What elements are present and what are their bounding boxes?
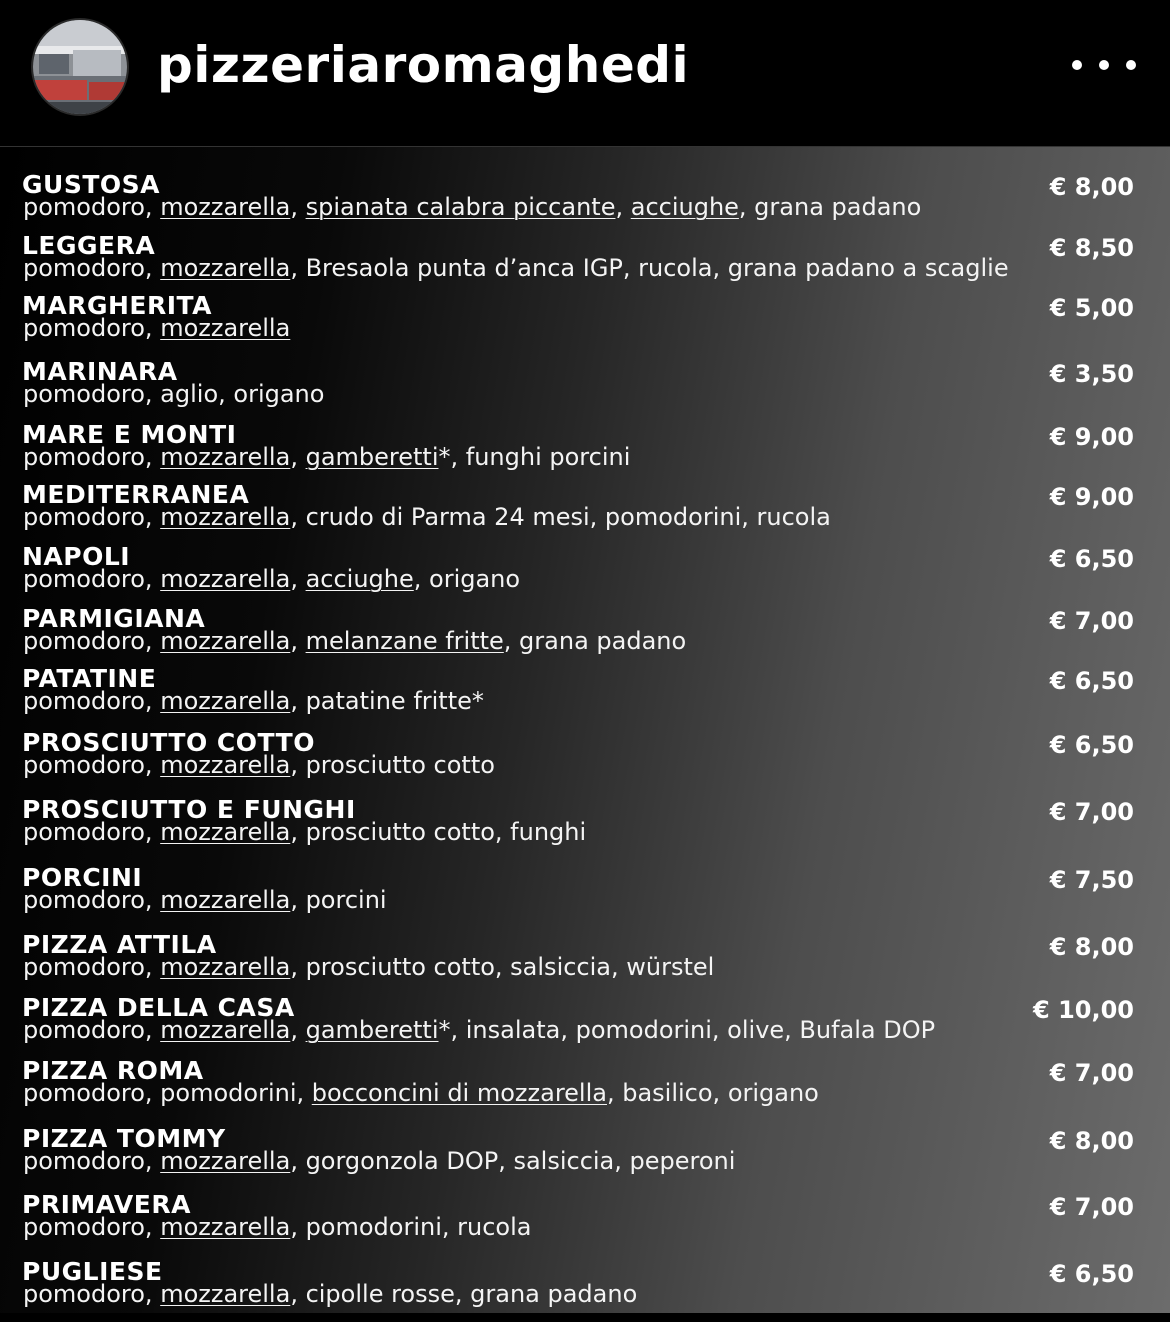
pizza-ingredients xyxy=(23,1079,819,1107)
ingredient-text: pomodoro, xyxy=(23,751,161,779)
ingredient-link[interactable]: bocconcini di mozzarella xyxy=(311,1079,607,1107)
pizza-price: € 3,50 xyxy=(1049,360,1134,388)
ingredient-text: pomodoro, xyxy=(23,953,161,981)
pizza-name: MARE E MONTI xyxy=(22,420,237,449)
pizza-name: PORCINI xyxy=(22,863,143,892)
ingredient-text: , xyxy=(290,1016,306,1044)
pizza-ingredients xyxy=(23,1016,935,1044)
menu-item xyxy=(0,1258,1170,1322)
pizza-name: PIZZA ROMA xyxy=(22,1056,204,1085)
pizza-price: € 9,00 xyxy=(1049,423,1134,451)
pizza-name: MEDITERRANEA xyxy=(22,480,250,509)
ingredient-text: pomodoro, xyxy=(23,443,161,471)
ingredient-text: *, insalata, pomodorini, olive, Bufala DOP xyxy=(438,1016,936,1044)
pizza-ingredients xyxy=(23,627,686,655)
ingredient-text: , xyxy=(290,565,306,593)
pizza-price: € 8,50 xyxy=(1049,234,1134,262)
menu-item xyxy=(0,665,1170,729)
pizza-price: € 7,00 xyxy=(1049,1059,1134,1087)
ingredient-link[interactable]: mozzarella xyxy=(160,751,291,779)
profile-avatar[interactable] xyxy=(33,20,127,114)
pizza-price: € 7,00 xyxy=(1049,798,1134,826)
ingredient-link[interactable]: melanzane fritte xyxy=(305,627,504,655)
ingredient-link[interactable]: mozzarella xyxy=(160,193,291,221)
ingredient-text: , basilico, origano xyxy=(606,1079,819,1107)
pizza-name: GUSTOSA xyxy=(22,170,160,199)
ingredient-link[interactable]: mozzarella xyxy=(160,953,291,981)
ingredient-text: pomodoro, xyxy=(23,193,161,221)
dot-icon xyxy=(1126,60,1136,70)
ingredient-link[interactable]: mozzarella xyxy=(160,818,291,846)
ingredient-text: , xyxy=(615,193,631,221)
menu-item xyxy=(0,1057,1170,1121)
pizza-ingredients xyxy=(23,687,484,715)
pizza-price: € 10,00 xyxy=(1033,996,1134,1024)
ingredient-link[interactable]: mozzarella xyxy=(160,1147,291,1175)
more-options-icon[interactable] xyxy=(1072,48,1136,82)
ingredient-text: , crudo di Parma 24 mesi, pomodorini, rucola xyxy=(290,503,831,531)
pizza-price: € 8,00 xyxy=(1049,933,1134,961)
post-header xyxy=(0,0,1170,146)
pizza-price: € 9,00 xyxy=(1049,483,1134,511)
ingredient-link[interactable]: mozzarella xyxy=(160,254,291,282)
ingredient-text: pomodoro, xyxy=(23,503,161,531)
ingredient-text: , porcini xyxy=(290,886,387,914)
pizza-ingredients xyxy=(23,818,586,846)
ingredient-text: , prosciutto cotto xyxy=(290,751,495,779)
pizza-price: € 6,50 xyxy=(1049,667,1134,695)
pizza-ingredients xyxy=(23,886,387,914)
username[interactable]: pizzeriaromaghedi xyxy=(157,36,690,94)
ingredient-text: , origano xyxy=(413,565,521,593)
menu-item xyxy=(0,1125,1170,1189)
ingredient-text: , xyxy=(290,193,306,221)
menu-item xyxy=(0,358,1170,422)
ingredient-text: *, funghi porcini xyxy=(438,443,631,471)
pizza-price: € 7,00 xyxy=(1049,1193,1134,1221)
ingredient-text: , xyxy=(290,443,306,471)
ingredient-text: , cipolle rosse, grana padano xyxy=(290,1280,638,1308)
pizza-ingredients xyxy=(23,953,714,981)
menu-item xyxy=(0,729,1170,793)
ingredient-link[interactable]: mozzarella xyxy=(160,565,291,593)
pizza-price: € 6,50 xyxy=(1049,545,1134,573)
pizza-ingredients xyxy=(23,443,630,471)
pizza-name: PROSCIUTTO E FUNGHI xyxy=(22,795,356,824)
pizza-name: PATATINE xyxy=(22,664,157,693)
pizza-price: € 7,00 xyxy=(1049,607,1134,635)
dot-icon xyxy=(1072,60,1082,70)
ingredient-text: pomodoro, xyxy=(23,818,161,846)
pizza-name: MARGHERITA xyxy=(22,291,213,320)
ingredient-text: pomodoro, xyxy=(23,1147,161,1175)
menu-item xyxy=(0,864,1170,928)
menu-item xyxy=(0,605,1170,669)
ingredient-text: , prosciutto cotto, salsiccia, würstel xyxy=(290,953,715,981)
pizza-ingredients xyxy=(23,565,520,593)
pizza-price: € 8,00 xyxy=(1049,1127,1134,1155)
pizza-menu xyxy=(0,146,1170,1313)
ingredient-text: pomodoro, xyxy=(23,1213,161,1241)
menu-item xyxy=(0,931,1170,995)
ingredient-text: pomodoro, xyxy=(23,565,161,593)
ingredient-text: pomodoro, xyxy=(23,314,161,342)
menu-item xyxy=(0,1191,1170,1255)
pizza-name: PUGLIESE xyxy=(22,1257,163,1286)
ingredient-text: , patatine fritte* xyxy=(290,687,484,715)
ingredient-link[interactable]: spianata calabra piccante xyxy=(305,193,616,221)
pizza-price: € 5,00 xyxy=(1049,294,1134,322)
ingredient-link[interactable]: mozzarella xyxy=(160,627,291,655)
menu-item xyxy=(0,292,1170,356)
storefront-photo xyxy=(33,20,127,114)
ingredient-text: pomodoro, xyxy=(23,687,161,715)
menu-item xyxy=(0,543,1170,607)
menu-item xyxy=(0,796,1170,860)
dot-icon xyxy=(1099,60,1109,70)
ingredient-link[interactable]: mozzarella xyxy=(160,1213,291,1241)
ingredient-text: , pomodorini, rucola xyxy=(290,1213,532,1241)
ingredient-text: pomodoro, xyxy=(23,886,161,914)
pizza-ingredients xyxy=(23,503,831,531)
pizza-name: LEGGERA xyxy=(22,231,156,260)
pizza-name: PROSCIUTTO COTTO xyxy=(22,728,315,757)
pizza-ingredients xyxy=(23,193,921,221)
pizza-price: € 6,50 xyxy=(1049,731,1134,759)
menu-item xyxy=(0,171,1170,235)
ingredient-link[interactable]: mozzarella xyxy=(160,687,291,715)
ingredient-text: pomodoro, xyxy=(23,1280,161,1308)
pizza-name: NAPOLI xyxy=(22,542,131,571)
ingredient-link[interactable]: mozzarella xyxy=(160,443,291,471)
ingredient-text: pomodoro, xyxy=(23,254,161,282)
pizza-ingredients xyxy=(23,380,324,408)
ingredient-text: pomodoro, pomodorini, xyxy=(23,1079,312,1107)
ingredient-link[interactable]: gamberetti xyxy=(305,443,439,471)
pizza-ingredients xyxy=(23,314,290,342)
ingredient-text: , prosciutto cotto, funghi xyxy=(290,818,587,846)
pizza-name: PRIMAVERA xyxy=(22,1190,191,1219)
pizza-price: € 8,00 xyxy=(1049,173,1134,201)
ingredient-text: pomodoro, xyxy=(23,627,161,655)
menu-item xyxy=(0,232,1170,296)
pizza-ingredients xyxy=(23,254,1009,282)
pizza-ingredients xyxy=(23,751,495,779)
ingredient-text: pomodoro, xyxy=(23,1016,161,1044)
ingredient-link[interactable]: mozzarella xyxy=(160,314,291,342)
ingredient-link[interactable]: gamberetti xyxy=(305,1016,439,1044)
ingredient-link[interactable]: mozzarella xyxy=(160,1280,291,1308)
pizza-price: € 7,50 xyxy=(1049,866,1134,894)
pizza-name: PIZZA DELLA CASA xyxy=(22,993,295,1022)
pizza-name: PIZZA ATTILA xyxy=(22,930,217,959)
pizza-name: PIZZA TOMMY xyxy=(22,1124,226,1153)
menu-item xyxy=(0,994,1170,1058)
pizza-ingredients xyxy=(23,1213,531,1241)
ingredient-link[interactable]: mozzarella xyxy=(160,1016,291,1044)
ingredient-text: , xyxy=(290,627,306,655)
pizza-ingredients xyxy=(23,1280,637,1308)
ingredient-link[interactable]: acciughe xyxy=(305,565,414,593)
pizza-price: € 6,50 xyxy=(1049,1260,1134,1288)
ingredient-text: , Bresaola punta d’anca IGP, rucola, grana padano a scaglie xyxy=(290,254,1009,282)
ingredient-text: , grana padano xyxy=(738,193,922,221)
ingredient-link[interactable]: acciughe xyxy=(630,193,739,221)
ingredient-link[interactable]: mozzarella xyxy=(160,886,291,914)
pizza-ingredients xyxy=(23,1147,735,1175)
menu-item xyxy=(0,481,1170,545)
menu-item xyxy=(0,421,1170,485)
ingredient-text: pomodoro, aglio, origano xyxy=(23,380,325,408)
pizza-name: PARMIGIANA xyxy=(22,604,206,633)
ingredient-text: , grana padano xyxy=(503,627,687,655)
ingredient-text: , gorgonzola DOP, salsiccia, peperoni xyxy=(290,1147,736,1175)
ingredient-link[interactable]: mozzarella xyxy=(160,503,291,531)
pizza-name: MARINARA xyxy=(22,357,178,386)
